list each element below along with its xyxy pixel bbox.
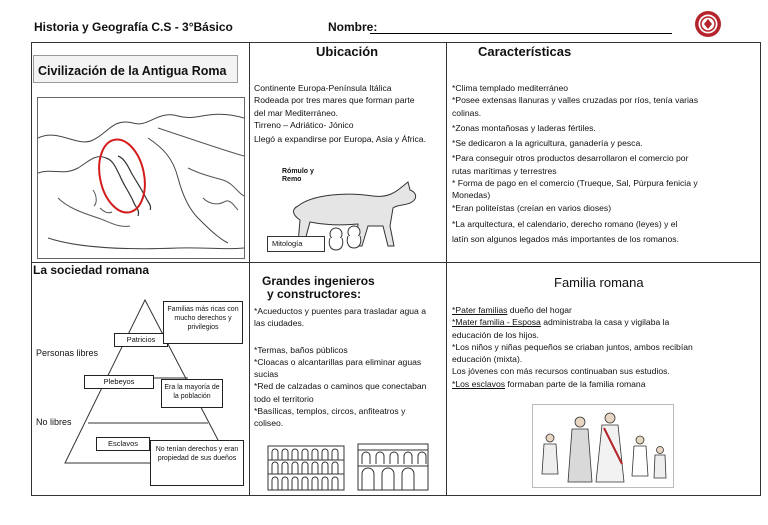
aqueduct-image <box>356 440 430 492</box>
ubicacion-text <box>254 82 446 145</box>
label-personas-libres: Personas libres <box>36 348 99 358</box>
caracteristicas-line: rutas marítimas y terrestres <box>452 165 557 176</box>
ingenieros-line: sucias <box>254 369 279 380</box>
ingenieros-title-line1: Grandes ingenieros <box>262 274 375 288</box>
caracteristicas-line: *La arquitectura, el calendario, derecho romano (leyes) y el <box>452 218 678 229</box>
mitologia-caption-text: Mitología <box>272 239 303 248</box>
caracteristicas-line: colinas. <box>452 107 482 118</box>
familia-title: Familia romana <box>554 275 644 290</box>
mater-familia-term: *Mater familia - Esposa <box>452 317 541 328</box>
ingenieros-line: *Red de calzadas o caminos que conectaban <box>254 381 427 392</box>
caracteristicas-line: *Se dedicaron a la agricultura, ganadería y pesca. <box>452 138 643 149</box>
romulus-remus-title: Rómulo y Remo <box>282 168 314 183</box>
ubicacion-line: Continente Europa-Península Itálica <box>254 83 392 93</box>
familia-line: *Los niños y niñas pequeños se criaban juntos, ambos recibían <box>452 341 693 352</box>
label-no-libres: No libres <box>36 417 72 427</box>
ubicacion-line: Tirreno – Adriático- Jónico <box>254 119 354 130</box>
familia-pater-line <box>452 304 758 316</box>
ubicacion-line: del mar Mediterráneo. <box>254 107 339 118</box>
subject-title: Historia y Geografía C.S - 3°Básico <box>34 20 233 34</box>
mater-familia-desc: administraba la casa y vigilaba la <box>540 317 670 328</box>
grid-col2 <box>446 42 447 496</box>
level-plebeyos <box>84 375 154 389</box>
note-patricios-text: Familias más ricas con mucho derechos y privilegios <box>167 306 239 331</box>
caracteristicas-line: * Forma de pago en el comercio (Trueque, Sal, Púrpura fenicia y <box>452 178 698 189</box>
map-title-box <box>33 55 238 83</box>
sociedad-title: La sociedad romana <box>33 263 150 277</box>
grid-top <box>31 42 761 43</box>
grid-left <box>31 42 32 496</box>
caracteristicas-title: Características <box>478 44 572 59</box>
level-patricios <box>114 333 168 347</box>
level-patricios-text: Patricios <box>126 335 156 344</box>
ingenieros-line: *Basílicas, templos, circos, anfiteatros y <box>254 406 406 417</box>
note-esclavos-text: No tenían derechos y eran propiedad de sus dueños <box>155 446 239 462</box>
caracteristicas-line: Monedas) <box>452 190 491 201</box>
colosseum-image <box>266 440 346 492</box>
note-esclavos <box>150 440 244 486</box>
caracteristicas-line: *Clima templado mediterráneo <box>452 83 569 93</box>
grid-right <box>760 42 761 496</box>
caracteristicas-line: *Zonas montañosas y laderas fértiles. <box>452 122 596 133</box>
ubicacion-title: Ubicación <box>316 44 379 59</box>
map-title: Civilización de la Antigua Roma <box>38 64 227 78</box>
familia-text <box>452 304 758 390</box>
ingenieros-line: *Acueductos y puentes para trasladar agua a <box>254 306 426 316</box>
caracteristicas-line: *Posee extensas llanuras y valles cruzadas por ríos, tenía varias <box>452 95 699 106</box>
ingenieros-line: coliseo. <box>254 418 284 429</box>
caracteristicas-line: *Eran politeístas (creían en varios dioses) <box>452 202 612 213</box>
ingenieros-line <box>254 330 446 344</box>
familia-line: educación de los hijos. <box>452 329 539 340</box>
note-patricios <box>163 301 243 344</box>
note-plebeyos-text: Era la mayoría de la población <box>164 384 220 400</box>
level-plebeyos-text: Plebeyos <box>103 377 135 386</box>
grid-col1 <box>249 42 250 496</box>
familia-line: educación (mixta). <box>452 354 523 365</box>
level-esclavos <box>96 437 150 451</box>
familia-esclavos-line <box>452 378 758 390</box>
esclavos-desc: formaban parte de la familia romana <box>505 378 646 389</box>
name-field[interactable] <box>370 33 672 34</box>
ubicacion-line: Rodeada por tres mares que forman parte <box>254 95 415 106</box>
caracteristicas-line: *Para conseguir otros productos desarrollaron el comercio por <box>452 153 689 164</box>
caracteristicas-text <box>452 82 758 246</box>
esclavos-term: *Los esclavos <box>452 378 506 389</box>
ingenieros-line: todo el territorio <box>254 393 314 404</box>
pater-familias-desc: dueño del hogar <box>507 305 572 315</box>
ingenieros-line: *Cloacas o alcantarillas para eliminar aguas <box>254 356 422 367</box>
level-esclavos-text: Esclavos <box>107 439 138 448</box>
grid-bottom <box>31 495 761 496</box>
romulus-remus-image <box>258 164 428 256</box>
ingenieros-text <box>254 305 446 430</box>
mitologia-caption <box>267 236 325 252</box>
note-plebeyos <box>161 379 223 408</box>
caracteristicas-line: latín son algunos legados más importantes de los romanos. <box>452 234 679 245</box>
ingenieros-line: las ciudades. <box>254 318 305 329</box>
school-logo-icon <box>694 10 722 38</box>
name-label: Nombre: <box>328 20 378 34</box>
pater-familias-term: *Pater familias <box>452 305 508 315</box>
roman-family-image <box>532 404 674 488</box>
familia-line: Los jóvenes con más recursos continuaban sus estudios. <box>452 366 670 377</box>
ubicacion-line: Llegó a expandirse por Europa, Asia y África. <box>254 134 426 145</box>
ingenieros-title <box>262 275 375 301</box>
roman-map <box>37 97 245 259</box>
ingenieros-title-line2: y constructores: <box>267 287 362 301</box>
ingenieros-line: *Termas, baños públicos <box>254 344 348 355</box>
familia-mater-line <box>452 316 758 328</box>
